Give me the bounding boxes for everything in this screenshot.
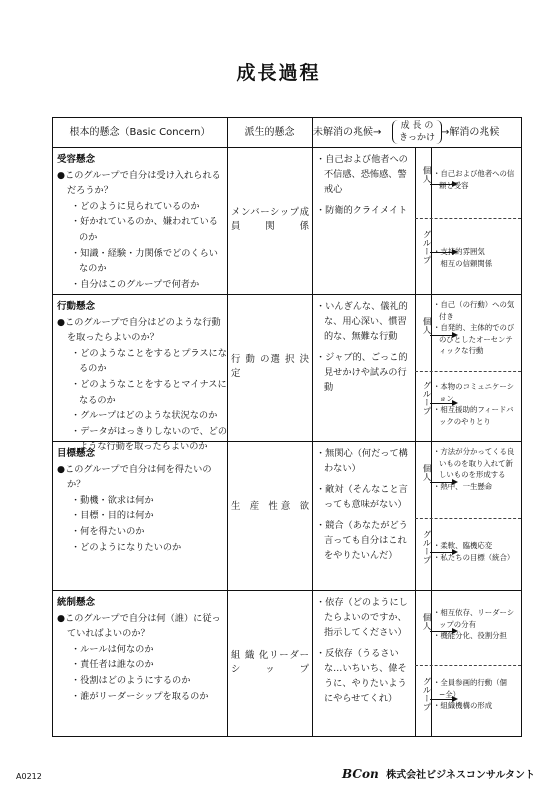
resolved-item: ・私たちの目標（統合）	[433, 552, 515, 562]
individual-label: 個人	[421, 317, 431, 334]
side-label-column	[415, 442, 432, 590]
unresolved-item: ・いんぎんな、儀礼的な、用心深い、慣習的な、無難な行動	[316, 301, 408, 342]
resolved-item: ・機能分化、役割分担	[433, 631, 507, 640]
concern-sub-item: ・グループはどのような状況なのか	[71, 410, 218, 422]
unresolved-cell	[316, 595, 414, 712]
resolved-item: ・本物のコミュニケーション	[433, 382, 515, 403]
resolved-group-cell	[433, 381, 519, 427]
concern-sub-item: ・誰がリーダーシップを取るのか	[71, 690, 209, 702]
unresolved-cell	[316, 446, 414, 569]
derived-concern-cell: 生 産 性意 欲	[231, 501, 309, 512]
unresolved-cell	[316, 152, 414, 224]
side-label-column	[415, 148, 432, 294]
header-resolved: →解消の兆候	[441, 127, 500, 138]
table-row	[53, 295, 521, 453]
resolved-item: ・柔軟、臨機応変	[433, 541, 493, 550]
side-label-column	[415, 591, 432, 736]
derived-concern-cell: メンバーシップ成 員 関 係	[231, 207, 309, 232]
individual-label: 個人	[421, 613, 431, 630]
company-name: 株式会社ビジネスコンサルタント	[386, 770, 535, 781]
unresolved-item: ・ジャブ的、ごっこ的見せかけや試みの行動	[316, 352, 408, 393]
concern-sub-item: ・どのようになりたいのか	[71, 541, 182, 553]
concern-question: ●このグループで自分は受け入れられるだろうか？	[57, 169, 221, 197]
header-derived-concern: 派生的懸念	[244, 127, 295, 138]
side-label-column	[415, 295, 432, 441]
resolved-item: ・方法が分かってくる良いものを取り入れて新しいものを形成する	[433, 447, 515, 479]
resolved-individual-cell	[433, 446, 519, 492]
concern-heading: 統制懸念	[57, 597, 96, 608]
header-basic-concern: 根本的懸念（Basic Concern）	[69, 127, 211, 138]
table-row	[53, 148, 521, 295]
unresolved-item: ・無関心（何だって構わない）	[316, 448, 408, 474]
concern-sub-item: ・データがはっきりしないので、どのような行動を取ったらよいのか	[71, 425, 228, 453]
unresolved-item: ・反依存（うるさいな…いちいち、偉そうに、やりたいようにやらせてくれ）	[316, 648, 407, 704]
concern-heading: 目標懸念	[57, 448, 96, 459]
header-unresolved: 未解消の兆候→	[313, 127, 382, 138]
row-split-line	[415, 371, 521, 372]
resolved-group-cell	[433, 246, 519, 269]
group-label: グループ	[421, 677, 431, 711]
resolved-group-cell	[433, 677, 519, 712]
concern-question: ●このグループで自分は何を得たいのか？	[57, 463, 212, 491]
row-split-line	[415, 518, 521, 519]
header-growth-trigger-bottom: きっかけ	[398, 133, 435, 143]
concern-heading: 行動懸念	[57, 301, 96, 312]
unresolved-cell	[316, 299, 414, 401]
table-row	[53, 591, 521, 736]
unresolved-item: ・敵対（そんなこと言っても意味がない）	[316, 484, 408, 510]
individual-label: 個人	[421, 166, 431, 183]
concern-sub-item: ・責任者は誰なのか	[71, 659, 154, 671]
resolved-individual-cell	[433, 299, 519, 357]
row-split-line	[415, 218, 521, 219]
resolved-item: ・組織機構の形成	[433, 701, 493, 710]
unresolved-item: ・競合（あなたがどう言っても自分はこれをやりたいんだ）	[316, 520, 408, 561]
resolved-item: ・相互依存、リーダーシップの分有	[433, 608, 515, 629]
resolved-item: ・熱中、一生懸命	[433, 481, 493, 491]
concern-sub-item: ・ルールは何なのか	[71, 643, 154, 655]
resolved-item: ・全員参画的行動（個−全）	[433, 678, 507, 699]
concern-sub-item: ・どのようなことをするとマイナスになるのか	[71, 378, 227, 406]
derived-concern-cell: 組 織 化リーダーシップ	[231, 650, 309, 675]
concern-sub-item: ・何を得たいのか	[71, 525, 145, 537]
concern-sub-item: ・好かれているのか、嫌われているのか	[71, 216, 218, 243]
basic-concern-cell	[57, 595, 227, 704]
concern-sub-item: ・動機・欲求は何か	[71, 494, 154, 506]
resolved-individual-cell	[433, 168, 519, 191]
concern-question: ●このグループで自分は何（誰）に従っていればよいのか？	[57, 612, 221, 640]
concern-sub-item: ・自分はこのグループで何者か	[71, 278, 200, 290]
individual-label: 個人	[421, 464, 431, 481]
resolved-individual-cell	[433, 607, 519, 642]
company-logo: BCon	[342, 767, 379, 781]
unresolved-item: ・防衛的クライメイト	[316, 205, 408, 216]
resolved-item: ・相互援助的フィードバックのやりとり	[433, 405, 514, 426]
resolved-item: ・自己および他者への信頼と受容	[433, 169, 515, 190]
concern-sub-item: ・目標・目的は何か	[71, 510, 154, 522]
unresolved-item: ・依存（どのようにしたらよいのですか、指示してください）	[316, 597, 408, 638]
concern-sub-item: ・どのように見られているのか	[71, 200, 200, 212]
unresolved-item: ・自己および他者への不信感、恐怖感、警戒心	[316, 154, 408, 195]
basic-concern-cell	[57, 152, 227, 292]
resolved-item: ・支持的雰囲気	[433, 247, 485, 256]
group-label: グループ	[421, 230, 431, 264]
group-label: グループ	[421, 530, 431, 564]
group-label: グループ	[421, 381, 431, 415]
page-title: 成長過程	[236, 62, 321, 84]
concern-question: ●このグループで自分はどのような行動を取ったらよいのか？	[57, 316, 221, 344]
document-code: A0212	[16, 772, 42, 781]
concern-sub-item: ・どのようなことをするとプラスになるのか	[71, 347, 227, 375]
resolved-item: 相互の信頼関係	[433, 258, 493, 268]
basic-concern-cell	[57, 299, 227, 455]
resolved-item: ・自己（の行動）への気付き	[433, 300, 515, 321]
growth-process-table	[52, 117, 522, 737]
concern-sub-item: ・役割はどのようにするのか	[71, 674, 191, 686]
header-growth-trigger	[392, 120, 442, 144]
table-header	[53, 118, 521, 148]
header-growth-trigger-top: 成 長 の	[400, 121, 434, 131]
concern-heading: 受容懸念	[57, 154, 96, 165]
concern-sub-item: ・知識・経験・力関係でどのくらいなのか	[71, 247, 218, 275]
row-split-line	[415, 665, 521, 666]
company-footer	[342, 766, 535, 781]
resolved-group-cell	[433, 540, 519, 563]
resolved-item: ・自発的、主体的でのびのびとしたオーセンティックな行動	[433, 323, 515, 355]
derived-concern-cell: 行 動 の選 択 決 定	[231, 354, 309, 379]
basic-concern-cell	[57, 446, 227, 555]
table-row	[53, 442, 521, 591]
